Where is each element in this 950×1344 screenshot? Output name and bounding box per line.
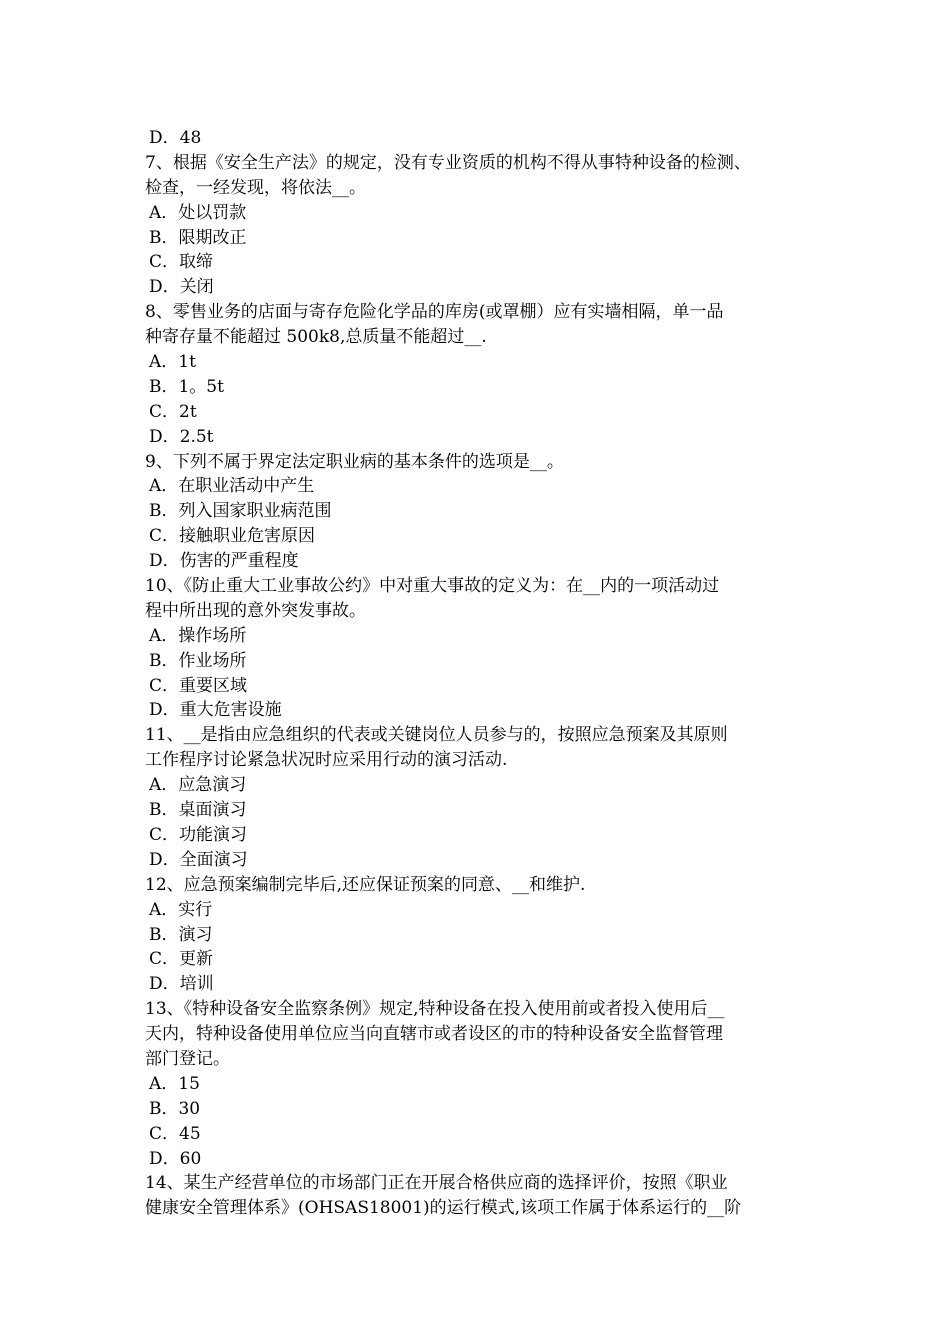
answer-option: C．功能演习 <box>149 824 248 845</box>
answer-option: A．在职业活动中产生 <box>149 476 315 497</box>
question-text-line: 天内，特种设备使用单位应当向直辖市或者设区的市的特种设备安全监督管理 <box>145 1024 723 1045</box>
answer-option: B．1。5t <box>149 376 224 397</box>
answer-option: B．限期改正 <box>149 227 247 248</box>
question-text-line: 7、根据《安全生产法》的规定，没有专业资质的机构不得从事特种设备的检测、 <box>145 152 751 173</box>
answer-option: A．操作场所 <box>149 625 247 646</box>
question-text-line: 程中所出现的意外突发事故。 <box>145 600 366 621</box>
answer-option: D．2.5t <box>149 426 214 447</box>
exam-questions-text <box>145 126 815 1221</box>
answer-option: A．处以罚款 <box>149 202 247 223</box>
answer-option: B．列入国家职业病范围 <box>149 501 332 522</box>
answer-option: B．桌面演习 <box>149 800 247 821</box>
question-text-line: 9、下列不属于界定法定职业病的基本条件的选项是__。 <box>145 451 564 472</box>
answer-option: B．作业场所 <box>149 650 247 671</box>
answer-option: D．全面演习 <box>149 849 248 870</box>
answer-option: A．应急演习 <box>149 775 247 796</box>
question-text-line: 种寄存量不能超过 500k8,总质量不能超过__. <box>145 327 487 348</box>
answer-option: D．伤害的严重程度 <box>149 551 299 572</box>
answer-option: B．30 <box>149 1098 201 1119</box>
answer-option: C．45 <box>149 1123 201 1144</box>
question-text-line: 10、《防止重大工业事故公约》中对重大事故的定义为：在__内的一项活动过 <box>145 576 720 597</box>
answer-option: B．演习 <box>149 924 213 945</box>
answer-option: D．培训 <box>149 974 214 995</box>
answer-option: C．2t <box>149 401 197 422</box>
question-text-line: 11、__是指由应急组织的代表或关键岗位人员参与的，按照应急预案及其原则 <box>145 725 728 746</box>
answer-option: D．关闭 <box>149 277 214 298</box>
question-text-line: 13、《特种设备安全监察条例》规定,特种设备在投入使用前或者投入使用后__ <box>145 999 725 1020</box>
answer-option: C．更新 <box>149 949 214 970</box>
answer-option: A．1t <box>149 352 196 373</box>
answer-option: D．48 <box>149 128 202 148</box>
answer-option: C．重要区域 <box>149 675 248 696</box>
question-text-line: 8、零售业务的店面与寄存危险化学品的库房(或罩棚）应有实墙相隔，单一品 <box>145 302 724 323</box>
answer-option: C．取缔 <box>149 252 214 273</box>
question-text-line: 健康安全管理体系》(OHSAS18001)的运行模式,该项工作属于体系运行的__阶 <box>145 1198 742 1219</box>
question-text-line: 部门登记。 <box>145 1048 230 1069</box>
question-text-line: 14、某生产经营单位的市场部门正在开展合格供应商的选择评价，按照《职业 <box>145 1173 728 1194</box>
question-text-line: 12、应急预案编制完毕后,还应保证预案的同意、__和维护. <box>145 874 586 895</box>
answer-option: D．重大危害设施 <box>149 700 282 721</box>
question-text-line: 工作程序讨论紧急状况时应采用行动的演习活动. <box>145 750 508 771</box>
answer-option: A．实行 <box>149 899 213 920</box>
answer-option: A．15 <box>149 1073 200 1094</box>
answer-option: D．60 <box>149 1148 202 1169</box>
question-text-line: 检查，一经发现，将依法__。 <box>145 177 366 198</box>
answer-option: C．接触职业危害原因 <box>149 526 316 547</box>
